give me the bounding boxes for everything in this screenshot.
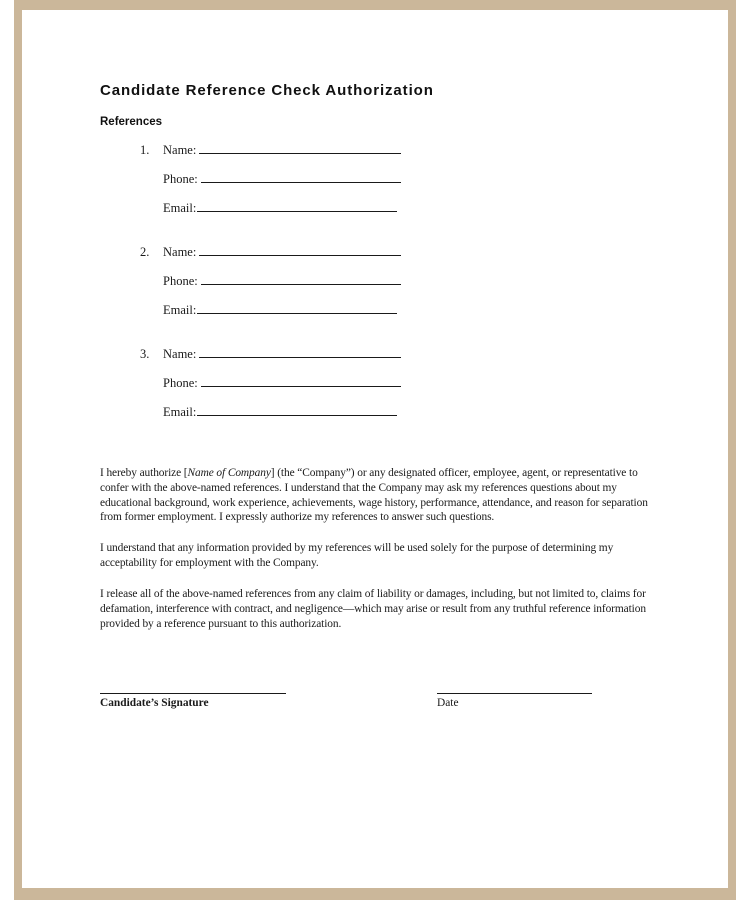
reference-number: 1. xyxy=(140,143,150,157)
reference-number: 3. xyxy=(140,347,150,361)
reference-email-label: Email: xyxy=(163,405,197,419)
reference-name-label: Name: xyxy=(163,245,197,259)
signature-section xyxy=(100,693,660,709)
reference-name-row xyxy=(163,244,660,260)
reference-entry-3 xyxy=(100,346,660,420)
reference-entry-1 xyxy=(100,142,660,216)
authorization-rest: ] (the “Company”) or any designated officer, employee, agent, or representative to confer with the above-named references. I understand that the Company may ask my references questions about my educational background, work experience, achievements, wage history, performance, attendance, and reason for separation from former employment. I expressly authorize my references to answer such questions. xyxy=(100,467,648,524)
reference-phone-label: Phone: xyxy=(163,376,198,390)
reference-phone-row xyxy=(163,171,660,187)
date-caption: Date xyxy=(437,697,459,710)
reference-name-input[interactable] xyxy=(199,244,401,256)
reference-name-input[interactable] xyxy=(199,346,401,358)
page-edge-left xyxy=(14,0,22,900)
reference-number: 2. xyxy=(140,245,150,259)
candidate-signature-caption: Candidate’s Signature xyxy=(100,697,209,710)
reference-phone-row xyxy=(163,273,660,289)
paragraph-release: I release all of the above-named references from any claim of liability or damages, including, but not limited to, claims for defamation, interference with contract, and negligence—which may arise or result from any truthful reference information provided by a reference pursuant to this authorization. xyxy=(100,587,646,630)
reference-email-input[interactable] xyxy=(197,302,397,314)
reference-name-label: Name: xyxy=(163,347,197,361)
paragraph-use-of-information: I understand that any information provided by my references will be used solely for the purpose of determining my acceptability for employment with the Company. xyxy=(100,542,614,570)
page-margin-right xyxy=(736,0,750,900)
page-title: Candidate Reference Check Authorization xyxy=(100,82,434,99)
reference-name-row xyxy=(163,142,660,158)
reference-entry-2 xyxy=(100,244,660,318)
reference-name-input[interactable] xyxy=(199,142,401,154)
reference-email-label: Email: xyxy=(163,303,197,317)
reference-phone-label: Phone: xyxy=(163,172,198,186)
paragraph-authorization xyxy=(100,466,660,525)
page-edge-bottom xyxy=(0,888,750,900)
reference-phone-input[interactable] xyxy=(201,273,401,285)
reference-phone-input[interactable] xyxy=(201,171,401,183)
reference-phone-row xyxy=(163,375,660,391)
document-content xyxy=(100,82,660,709)
reference-phone-label: Phone: xyxy=(163,274,198,288)
candidate-signature-field[interactable] xyxy=(100,693,286,709)
page-edge-top xyxy=(0,0,750,10)
reference-email-row xyxy=(163,302,660,318)
page-edge-right xyxy=(728,0,736,900)
reference-name-label: Name: xyxy=(163,143,197,157)
section-heading-references: References xyxy=(100,116,163,128)
candidate-signature-line[interactable] xyxy=(100,693,286,694)
page-margin-left xyxy=(0,0,14,900)
document-sheet xyxy=(22,10,728,888)
reference-email-label: Email: xyxy=(163,201,197,215)
company-placeholder: Name of Company xyxy=(187,467,271,479)
reference-email-row xyxy=(163,200,660,216)
reference-email-input[interactable] xyxy=(197,404,397,416)
references-list xyxy=(100,142,660,420)
date-line[interactable] xyxy=(437,693,592,694)
authorization-lead: I hereby authorize [ xyxy=(100,467,188,479)
reference-name-row xyxy=(163,346,660,362)
reference-phone-input[interactable] xyxy=(201,375,401,387)
reference-email-input[interactable] xyxy=(197,200,397,212)
date-field[interactable] xyxy=(437,693,592,709)
reference-email-row xyxy=(163,404,660,420)
